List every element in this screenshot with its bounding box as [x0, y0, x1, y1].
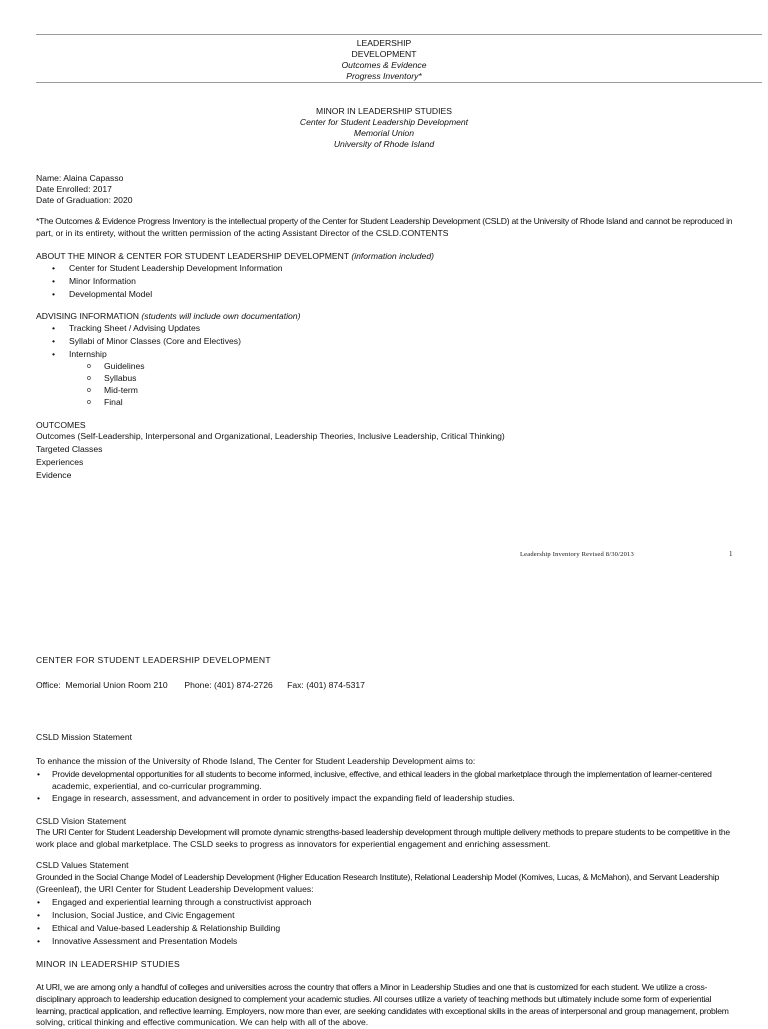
about-item: Center for Student Leadership Development Information: [69, 263, 283, 273]
circle-bullet-icon: o: [87, 399, 91, 406]
circle-bullet-icon: o: [87, 387, 91, 394]
internship-subitem: Syllabus: [104, 373, 137, 383]
header-line-4: Progress Inventory*: [346, 71, 422, 81]
bullet-icon: •: [37, 910, 41, 920]
about-heading: [36, 250, 434, 263]
bullet-icon: •: [52, 323, 56, 333]
advising-item: Syllabi of Minor Classes (Core and Electives): [69, 336, 241, 346]
bullet-icon: •: [37, 923, 41, 933]
about-heading-text: ABOUT THE MINOR & CENTER FOR STUDENT LEADERSHIP DEVELOPMENT: [36, 251, 352, 261]
about-item: Developmental Model: [69, 289, 153, 299]
values-item: Engaged and experiential learning through a constructivist approach: [52, 897, 312, 907]
values-item: Ethical and Value-based Leadership & Relationship Building: [52, 923, 281, 933]
bullet-icon: •: [37, 897, 41, 907]
student-name: Name: Alaina Capasso: [36, 173, 124, 183]
advising-item: Internship: [69, 349, 107, 359]
program-building: Memorial Union: [353, 128, 415, 138]
outcomes-line: Experiences: [36, 457, 84, 467]
advising-item: Tracking Sheet / Advising Updates: [69, 323, 201, 333]
circle-bullet-icon: o: [87, 375, 91, 382]
bullet-icon: •: [37, 936, 41, 946]
advising-heading-note: (students will include own documentation): [141, 311, 301, 321]
internship-subitem: Final: [104, 397, 123, 407]
values-line-1: Grounded in the Social Change Model of Leadership Development (Higher Education Research Institute), Relational Leadership Model (Komives, Lucas, & McMahon), and Servant Leadership: [36, 872, 720, 882]
bullet-icon: •: [37, 793, 41, 803]
csld-heading: CENTER FOR STUDENT LEADERSHIP DEVELOPMENT: [36, 655, 271, 665]
outcomes-line: Targeted Classes: [36, 444, 103, 454]
about-heading-note: (information included): [351, 251, 434, 261]
bullet-icon: •: [52, 336, 56, 346]
about-item: Minor Information: [69, 276, 136, 286]
date-graduation: Date of Graduation: 2020: [36, 195, 133, 205]
advising-heading: [36, 310, 300, 323]
values-heading: CSLD Values Statement: [36, 860, 129, 870]
notice-line-1: *The Outcomes & Evidence Progress Inventory is the intellectual property of the Center for Student Leadership Development (CSLD) at the University of Rhode Island and cannot be reproduced in: [36, 216, 733, 226]
bullet-icon: •: [52, 263, 56, 273]
mission-heading: CSLD Mission Statement: [36, 732, 132, 742]
bullet-icon: •: [52, 276, 56, 286]
program-title: MINOR IN LEADERSHIP STUDIES: [316, 106, 452, 116]
header-line-2: DEVELOPMENT: [351, 49, 417, 59]
values-item: Innovative Assessment and Presentation Models: [52, 936, 238, 946]
vision-heading: CSLD Vision Statement: [36, 816, 127, 826]
program-center: Center for Student Leadership Development: [299, 117, 469, 127]
outcomes-line: Outcomes (Self-Leadership, Interpersonal and Organizational, Leadership Theories, Inclusive Leadership, Critical Thinking): [36, 431, 505, 441]
internship-subitem: Guidelines: [104, 361, 145, 371]
csld-contact: Office: Memorial Union Room 210 Phone: (401) 874-2726 Fax: (401) 874-5317: [36, 680, 365, 690]
minor-heading: MINOR IN LEADERSHIP STUDIES: [36, 959, 181, 969]
page-footer: Leadership Inventory Revised 8/30/2013: [520, 551, 634, 558]
minor-line-4: solving, critical thinking and effective communication. We can help with all of the above.: [36, 1017, 369, 1027]
outcomes-heading: OUTCOMES: [36, 420, 86, 430]
mission-bullet-1-line-1: Provide developmental opportunities for all students to become informed, inclusive, effective, and ethical leaders in the global marketplace through the implementation of learner-centered: [52, 769, 712, 779]
minor-line-3: learning, practical application, and reflective learning. Employers, now more than ever, are seeking candidates with exceptional skills in the areas of interpersonal and group management, problem: [36, 1006, 729, 1016]
values-line-2: (Greenleaf), the URI Center for Student Leadership Development values:: [36, 884, 314, 894]
notice-line-2: part, or in its entirety, without the written permission of the acting Assistant Director of the CSLD.CONTENTS: [36, 228, 449, 238]
internship-subitem: Mid-term: [104, 385, 138, 395]
circle-bullet-icon: o: [87, 363, 91, 370]
bullet-icon: •: [37, 769, 41, 779]
minor-line-1: At URI, we are among only a handful of colleges and universities across the country that offers a Minor in Leadership Studies and one that is customized for each student. We utilize a cross-: [36, 982, 708, 992]
program-university: University of Rhode Island: [333, 139, 435, 149]
header-rule: [36, 82, 762, 83]
header-line-1: LEADERSHIP: [356, 38, 412, 48]
top-rule: [36, 34, 762, 35]
header-line-3: Outcomes & Evidence: [341, 60, 427, 70]
mission-bullet-2: Engage in research, assessment, and advancement in order to positively impact the expanding field of leadership studies.: [52, 793, 515, 803]
vision-line-2: work place and global marketplace. The CSLD seeks to progress as innovators for experiential engagement and enriching assessment.: [36, 839, 551, 849]
mission-bullet-1-line-2: academic, experiential, and co-curricular programming.: [52, 781, 262, 791]
page-number: 1: [729, 550, 733, 558]
vision-line-1: The URI Center for Student Leadership Development will promote dynamic strengths-based leadership development through multiple delivery methods to prepare students to be competitive in the: [36, 827, 730, 837]
advising-heading-text: ADVISING INFORMATION: [36, 311, 142, 321]
minor-line-2: disciplinary approach to leadership education designed to complement your academic studies. All courses utilize a variety of teaching methods but ultimately include some form of experiential: [36, 994, 712, 1004]
values-item: Inclusion, Social Justice, and Civic Engagement: [52, 910, 235, 920]
date-enrolled: Date Enrolled: 2017: [36, 184, 112, 194]
mission-intro: To enhance the mission of the University of Rhode Island, The Center for Student Leadership Development aims to:: [36, 756, 476, 766]
bullet-icon: •: [52, 289, 56, 299]
outcomes-line: Evidence: [36, 470, 72, 480]
bullet-icon: •: [52, 349, 56, 359]
